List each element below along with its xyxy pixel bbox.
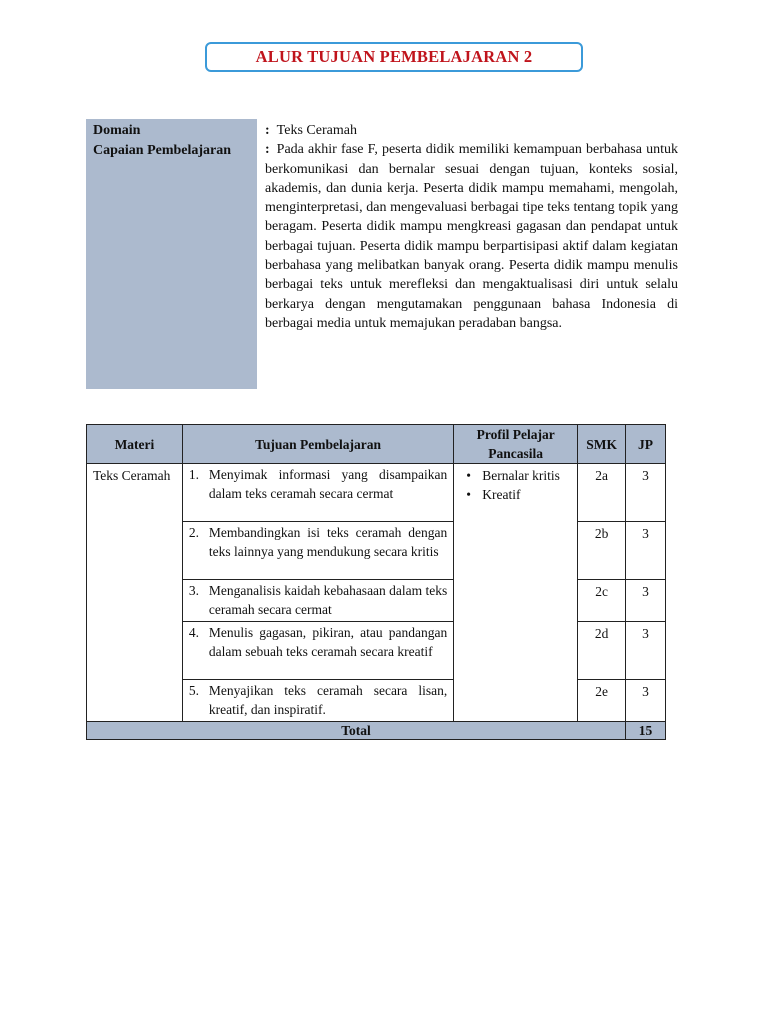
jp-cell: 3 xyxy=(626,580,666,622)
tujuan-cell xyxy=(182,680,453,722)
info-values xyxy=(257,119,678,389)
tujuan-number: 1. xyxy=(188,467,199,482)
tujuan-cell xyxy=(182,580,453,622)
tujuan-text: Menganalisis kaidah kebahasaan dalam teks ceramah secara cermat xyxy=(208,583,448,617)
tujuan-number: 2. xyxy=(188,525,199,540)
header-materi: Materi xyxy=(87,425,183,464)
domain-row xyxy=(265,121,678,140)
profil-list xyxy=(460,466,571,504)
tujuan-cell xyxy=(182,622,453,680)
header-profil: Profil Pelajar Pancasila xyxy=(454,425,578,464)
smk-cell: 2c xyxy=(578,580,626,622)
smk-cell: 2b xyxy=(578,522,626,580)
tujuan-cell xyxy=(182,464,453,522)
tujuan-number: 5. xyxy=(188,683,199,698)
tujuan-text: Membandingkan isi teks ceramah dengan teks lainnya yang mendukung secara kritis xyxy=(208,525,448,559)
profil-item: • Kreatif xyxy=(474,485,571,504)
materi-cell: Teks Ceramah xyxy=(87,464,183,722)
header-smk: SMK xyxy=(578,425,626,464)
cp-colon: : xyxy=(265,142,270,158)
cp-value: Pada akhir fase F, peserta didik memiliki kemampuan berbahasa untuk berkomunikasi dan bernalar sesuai dengan tujuan, konteks sosial, akademis, dan dunia kerja. Peserta didik mampu memahami, mengolah, menginterpretasi, dan mengevaluasi berbagai tipe teks tentang topik yang beragam. Peserta didik mampu mengkreasi gagasan dan pendapat untuk berbagai tujuan. Peserta didik mampu berpartisipasi aktif dalam kegiatan berbahasa yang melibatkan banyak orang. Peserta didik mampu menulis berbagai teks untuk merefleksi dan mengaktualisasi diri untuk selalu berkarya dengan mengutamakan penggunaan bahasa Indonesia di berbagai media untuk memajukan peradaban bangsa. xyxy=(265,142,678,331)
cp-row xyxy=(265,140,678,333)
header-jp: JP xyxy=(626,425,666,464)
jp-cell: 3 xyxy=(626,680,666,722)
jp-cell: 3 xyxy=(626,464,666,522)
jp-cell: 3 xyxy=(626,622,666,680)
profil-cell xyxy=(454,464,578,722)
domain-colon: : xyxy=(265,123,270,138)
page-title: ALUR TUJUAN PEMBELAJARAN 2 xyxy=(205,42,583,72)
info-labels xyxy=(86,119,257,389)
domain-value: Teks Ceramah xyxy=(276,123,357,138)
smk-cell: 2a xyxy=(578,464,626,522)
tujuan-number: 3. xyxy=(188,583,199,598)
jp-cell: 3 xyxy=(626,522,666,580)
domain-label: Domain xyxy=(93,123,141,138)
smk-cell: 2d xyxy=(578,622,626,680)
total-value: 15 xyxy=(626,722,666,740)
tujuan-text: Menyajikan teks ceramah secara lisan, kreatif, dan inspiratif. xyxy=(208,683,448,717)
tujuan-number: 4. xyxy=(188,625,199,640)
table-header-row xyxy=(87,425,666,464)
header-tujuan: Tujuan Pembelajaran xyxy=(182,425,453,464)
tujuan-text: Menulis gagasan, pikiran, atau pandangan dalam sebuah teks ceramah secara kreatif xyxy=(208,625,448,659)
tujuan-cell xyxy=(182,522,453,580)
table-row xyxy=(87,464,666,522)
profil-item: • Bernalar kritis xyxy=(474,466,571,485)
total-label: Total xyxy=(87,722,626,740)
tujuan-text: Menyimak informasi yang disampaikan dalam teks ceramah secara cermat xyxy=(208,467,448,501)
total-row xyxy=(87,722,666,740)
info-block xyxy=(86,119,678,389)
cp-label: Capaian Pembelajaran xyxy=(93,142,232,158)
smk-cell: 2e xyxy=(578,680,626,722)
atp-table xyxy=(86,424,666,740)
